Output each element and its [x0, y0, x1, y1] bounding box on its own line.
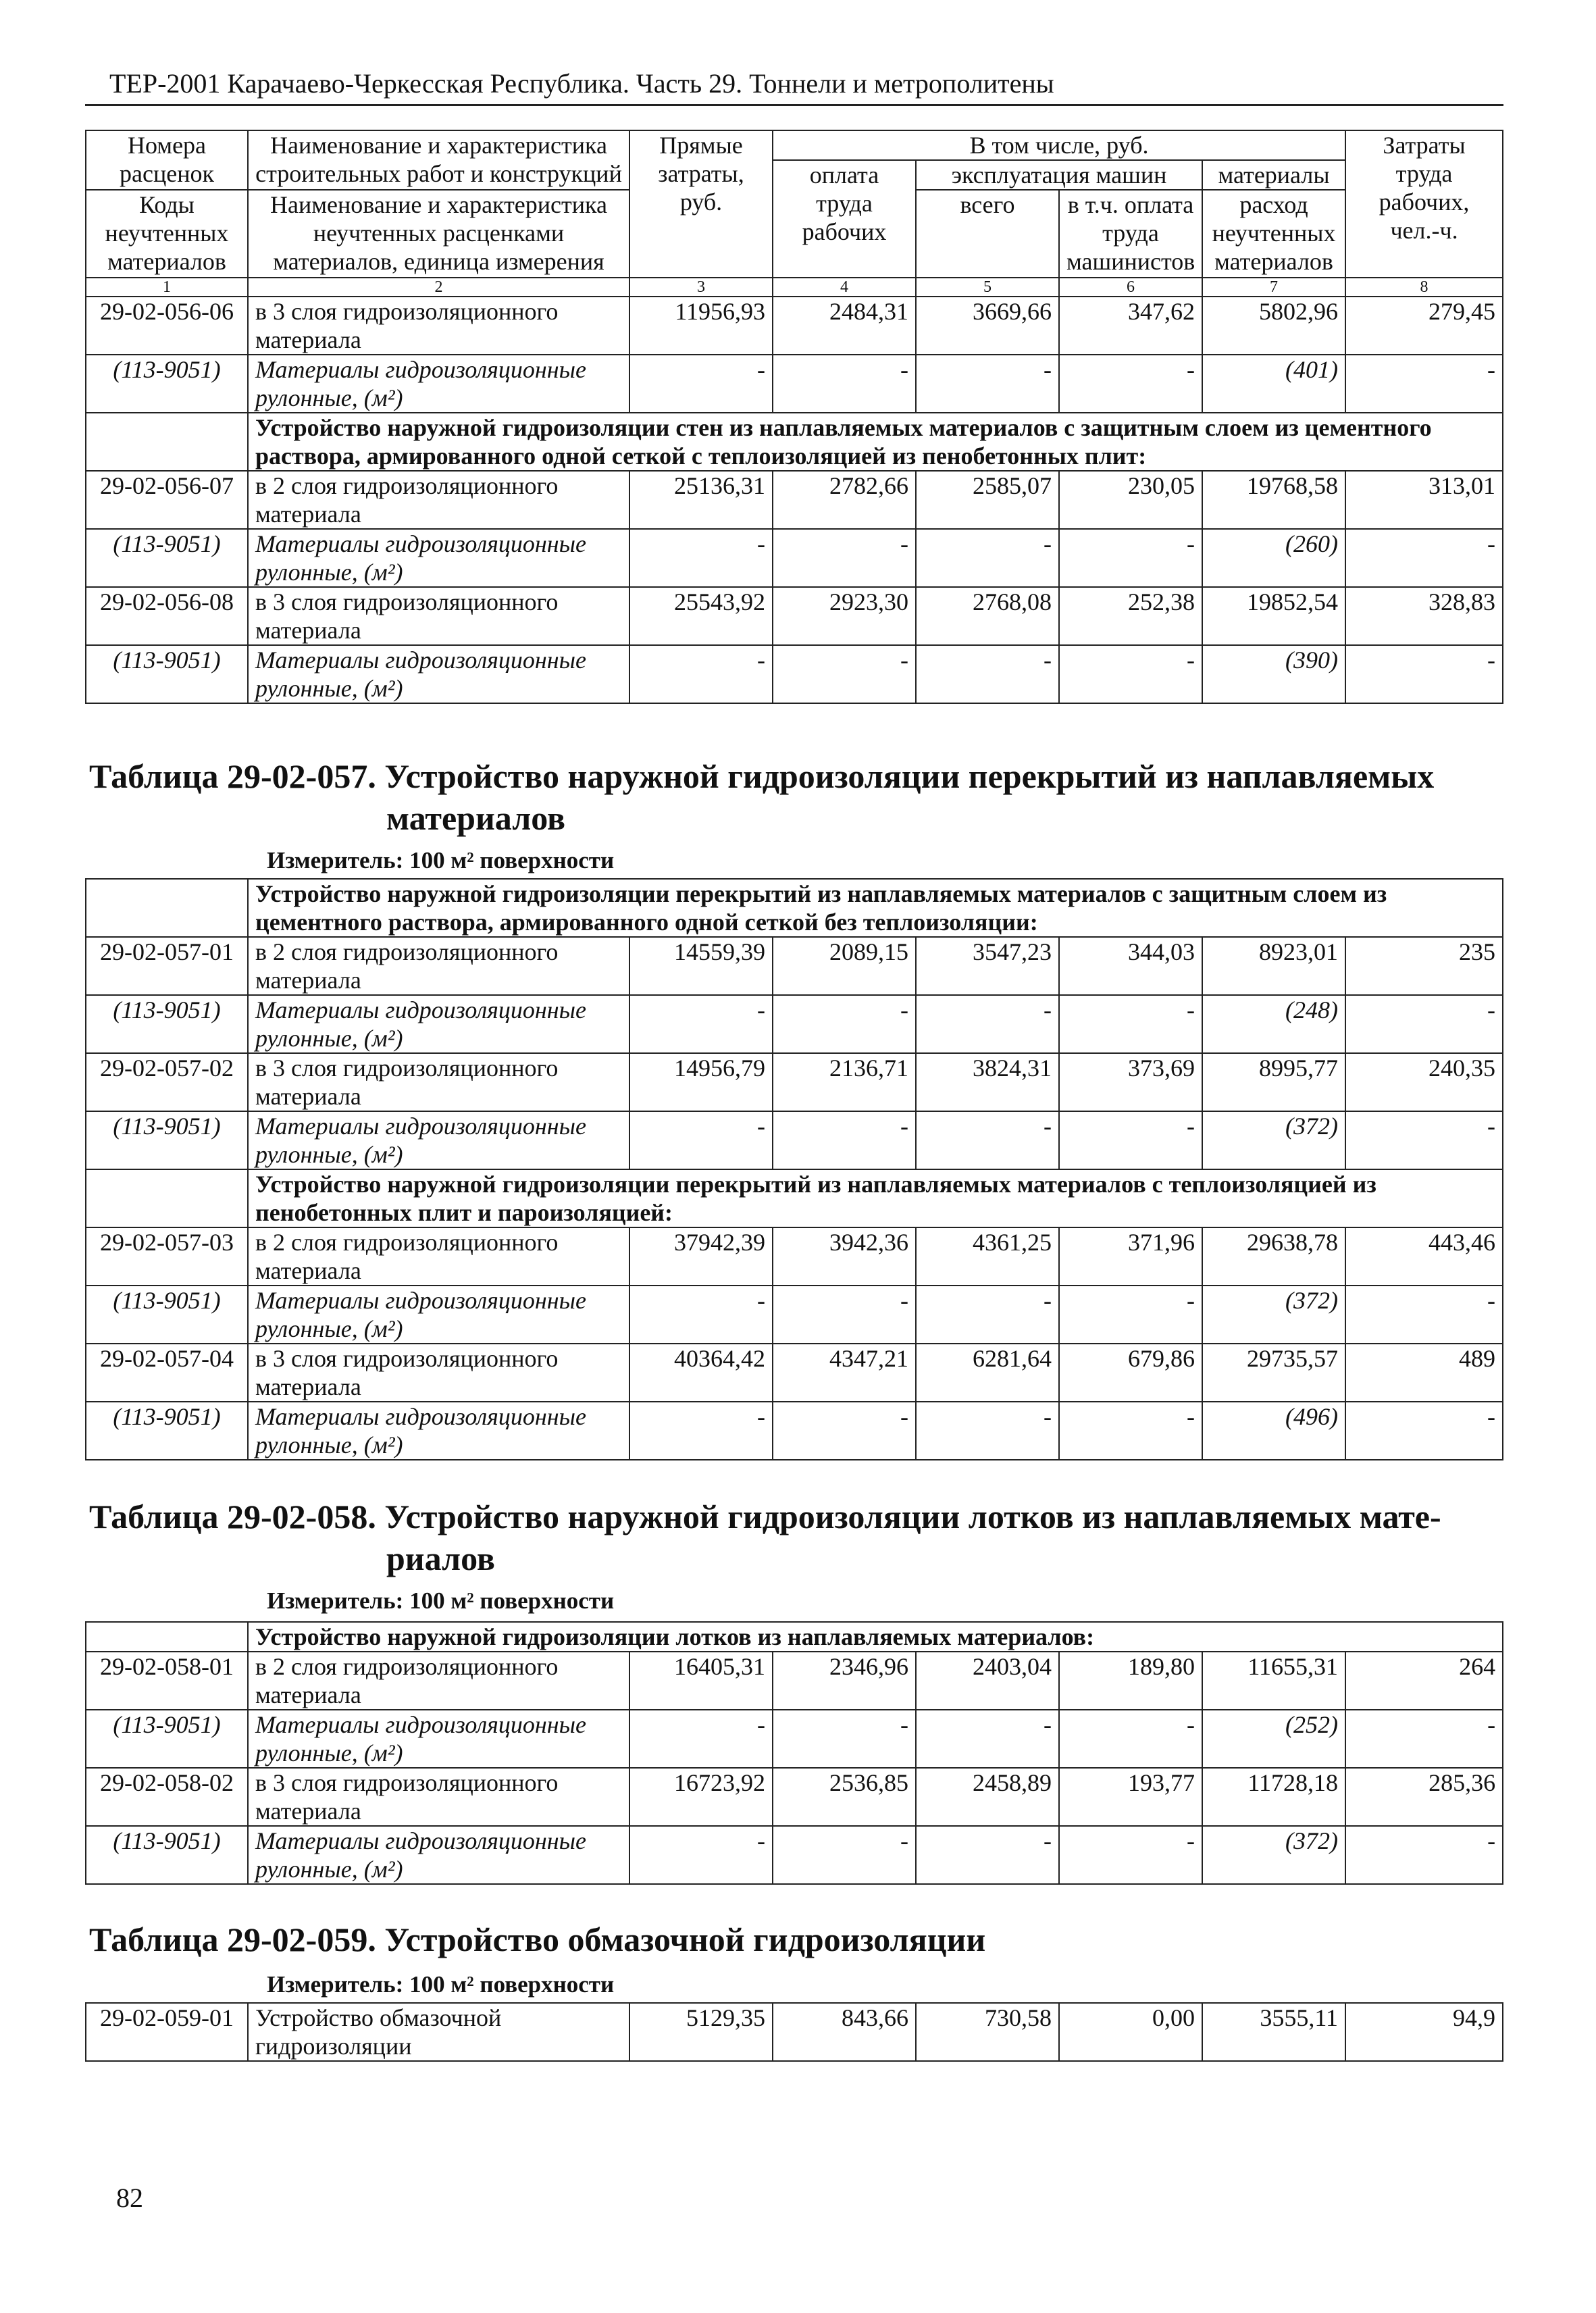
col-index: 5	[916, 278, 1059, 297]
material-code: (113-9051)	[86, 1710, 248, 1768]
material-code: (113-9051)	[86, 1286, 248, 1344]
labor-pay: 2089,15	[773, 937, 916, 995]
section-title-row	[86, 879, 1503, 937]
rate-code: 29-02-058-02	[86, 1768, 248, 1826]
material-row	[86, 1710, 1503, 1768]
dash: -	[773, 995, 916, 1053]
section-title: Устройство наружной гидроизоляции перекрытий из наплавляемых материалов с защитным слоем из цементного раствора, армированного одной сеткой без теплоизоляции:	[248, 879, 1503, 937]
table-row	[86, 1227, 1503, 1286]
dash: -	[1345, 1402, 1503, 1460]
rate-name: в 3 слоя гидроизоляционного материала	[248, 587, 629, 645]
labor-pay: 843,66	[773, 2003, 916, 2061]
labor-hours: 313,01	[1345, 471, 1503, 529]
material-row	[86, 995, 1503, 1053]
measure-unit: Измеритель: 100 м² поверхности	[267, 1971, 615, 1998]
rate-code: 29-02-056-07	[86, 471, 248, 529]
rate-code: 29-02-057-02	[86, 1053, 248, 1111]
dash: -	[916, 1710, 1059, 1768]
dash: -	[916, 1826, 1059, 1884]
material-quantity: (252)	[1202, 1710, 1345, 1768]
rate-code: 29-02-059-01	[86, 2003, 248, 2061]
table-row	[86, 1768, 1503, 1826]
direct-costs: 25136,31	[629, 471, 773, 529]
dash: -	[1059, 1286, 1202, 1344]
dash: -	[916, 1402, 1059, 1460]
dash: -	[916, 995, 1059, 1053]
table-row	[86, 297, 1503, 355]
dash: -	[1345, 995, 1503, 1053]
dash: -	[629, 1286, 773, 1344]
table-29-02-057	[85, 878, 1503, 1460]
material-code: (113-9051)	[86, 529, 248, 587]
col-index: 4	[773, 278, 916, 297]
labor-pay: 2346,96	[773, 1652, 916, 1710]
machines-total: 2403,04	[916, 1652, 1059, 1710]
rate-name: в 2 слоя гидроизоляционного материала	[248, 1652, 629, 1710]
material-name: Материалы гидроизоляционные рулонные, (м²)	[248, 1710, 629, 1768]
table-caption-29-02-057	[89, 755, 1434, 839]
material-name: Материалы гидроизоляционные рулонные, (м²)	[248, 995, 629, 1053]
material-name: Материалы гидроизоляционные рулонные, (м²)	[248, 529, 629, 587]
table-29-02-056	[85, 130, 1503, 704]
materials: 29638,78	[1202, 1227, 1345, 1286]
machines-total: 2458,89	[916, 1768, 1059, 1826]
measure-unit: Измеритель: 100 м² поверхности	[267, 847, 615, 873]
labor-hours: 94,9	[1345, 2003, 1503, 2061]
direct-costs: 14559,39	[629, 937, 773, 995]
labor-hours: 279,45	[1345, 297, 1503, 355]
empty-cell	[86, 1169, 248, 1227]
labor-hours: 240,35	[1345, 1053, 1503, 1111]
materials: 11728,18	[1202, 1768, 1345, 1826]
table-row	[86, 1652, 1503, 1710]
material-name: Материалы гидроизоляционные рулонные, (м²)	[248, 355, 629, 413]
dash: -	[916, 645, 1059, 703]
table-29-02-058	[85, 1621, 1503, 1885]
section-title: Устройство наружной гидроизоляции стен из наплавляемых материалов с защитным слоем из цементного раствора, армированного одной сеткой с теплоизоляцией из пенобетонных плит:	[248, 413, 1503, 471]
dash: -	[629, 355, 773, 413]
material-quantity: (401)	[1202, 355, 1345, 413]
machines-labor: 252,38	[1059, 587, 1202, 645]
material-name: Материалы гидроизоляционные рулонные, (м²)	[248, 645, 629, 703]
dash: -	[1059, 355, 1202, 413]
machines-labor: 230,05	[1059, 471, 1202, 529]
machines-labor: 193,77	[1059, 1768, 1202, 1826]
dash: -	[1345, 529, 1503, 587]
dash: -	[916, 1111, 1059, 1169]
table-title-cont: риалов	[386, 1540, 495, 1577]
material-code: (113-9051)	[86, 355, 248, 413]
direct-costs: 14956,79	[629, 1053, 773, 1111]
section-title-row	[86, 1169, 1503, 1227]
material-name: Материалы гидроизоляционные рулонные, (м²)	[248, 1286, 629, 1344]
dash: -	[629, 1111, 773, 1169]
rate-name: в 2 слоя гидроизоляционного материала	[248, 471, 629, 529]
dash: -	[916, 1286, 1059, 1344]
table-title-cont: материалов	[386, 799, 566, 837]
rate-name: в 2 слоя гидроизоляционного материала	[248, 1227, 629, 1286]
col-header-machines-labor: в т.ч. оплата труда машинистов	[1059, 190, 1202, 278]
dash: -	[1059, 1402, 1202, 1460]
machines-labor: 371,96	[1059, 1227, 1202, 1286]
material-quantity: (372)	[1202, 1111, 1345, 1169]
rate-name: в 2 слоя гидроизоляционного материала	[248, 937, 629, 995]
dash: -	[1059, 995, 1202, 1053]
direct-costs: 37942,39	[629, 1227, 773, 1286]
col-index: 6	[1059, 278, 1202, 297]
table-row	[86, 587, 1503, 645]
dash: -	[773, 1402, 916, 1460]
machines-total: 2768,08	[916, 587, 1059, 645]
dash: -	[773, 1710, 916, 1768]
col-index: 1	[86, 278, 248, 297]
page-number: 82	[116, 2183, 143, 2213]
materials: 19768,58	[1202, 471, 1345, 529]
table-title: Таблица 29-02-057. Устройство наружной гидроизоляции перекрытий из наплавляемых	[89, 757, 1435, 795]
material-code: (113-9051)	[86, 645, 248, 703]
dash: -	[773, 1111, 916, 1169]
table-header	[86, 130, 1503, 297]
material-quantity: (260)	[1202, 529, 1345, 587]
dash: -	[916, 529, 1059, 587]
col-header-machines-total: всего	[916, 190, 1059, 278]
material-quantity: (372)	[1202, 1286, 1345, 1344]
material-code: (113-9051)	[86, 1402, 248, 1460]
col-header-codes: Номера расценок	[86, 130, 248, 190]
direct-costs: 16723,92	[629, 1768, 773, 1826]
header-rule	[85, 104, 1503, 106]
rate-code: 29-02-057-04	[86, 1344, 248, 1402]
direct-costs: 16405,31	[629, 1652, 773, 1710]
dash: -	[629, 1826, 773, 1884]
rate-code: 29-02-056-08	[86, 587, 248, 645]
material-quantity: (372)	[1202, 1826, 1345, 1884]
dash: -	[1345, 645, 1503, 703]
table-row	[86, 2003, 1503, 2061]
machines-labor: 679,86	[1059, 1344, 1202, 1402]
material-row	[86, 1826, 1503, 1884]
machines-labor: 344,03	[1059, 937, 1202, 995]
running-header: ТЕР-2001 Карачаево-Черкесская Республика. Часть 29. Тоннели и метрополитены	[109, 68, 1054, 99]
col-header-machines: эксплуатация машин	[916, 160, 1202, 190]
table-caption-29-02-058	[89, 1496, 1441, 1579]
material-row	[86, 1402, 1503, 1460]
material-code: (113-9051)	[86, 1111, 248, 1169]
rate-name: в 3 слоя гидроизоляционного материала	[248, 1344, 629, 1402]
machines-total: 4361,25	[916, 1227, 1059, 1286]
empty-cell	[86, 879, 248, 937]
dash: -	[1345, 1286, 1503, 1344]
rate-code: 29-02-057-01	[86, 937, 248, 995]
labor-pay: 3942,36	[773, 1227, 916, 1286]
material-name: Материалы гидроизоляционные рулонные, (м²)	[248, 1111, 629, 1169]
rate-name: в 3 слоя гидроизоляционного материала	[248, 297, 629, 355]
col-header-codes-unaccounted: Коды неучтенных материалов	[86, 190, 248, 278]
col-header-name-unaccounted: Наименование и характеристика неучтенных расценками материалов, единица измерения	[248, 190, 629, 278]
material-row	[86, 645, 1503, 703]
dash: -	[1059, 1111, 1202, 1169]
table-row	[86, 937, 1503, 995]
labor-hours: 489	[1345, 1344, 1503, 1402]
dash: -	[1059, 645, 1202, 703]
labor-hours: 235	[1345, 937, 1503, 995]
material-row	[86, 355, 1503, 413]
dash: -	[629, 995, 773, 1053]
material-row	[86, 1286, 1503, 1344]
direct-costs: 5129,35	[629, 2003, 773, 2061]
dash: -	[1059, 1710, 1202, 1768]
col-index: 3	[629, 278, 773, 297]
machines-labor: 347,62	[1059, 297, 1202, 355]
material-quantity: (390)	[1202, 645, 1345, 703]
material-row	[86, 1111, 1503, 1169]
section-title: Устройство наружной гидроизоляции лотков из наплавляемых материалов:	[248, 1622, 1503, 1652]
table-title: Таблица 29-02-059. Устройство обмазочной гидроизоляции	[89, 1921, 986, 1958]
dash: -	[773, 1286, 916, 1344]
labor-pay: 2484,31	[773, 297, 916, 355]
col-header-name: Наименование и характеристика строительных работ и конструкций	[248, 130, 629, 190]
machines-total: 2585,07	[916, 471, 1059, 529]
dash: -	[773, 529, 916, 587]
labor-hours: 443,46	[1345, 1227, 1503, 1286]
machines-total: 3669,66	[916, 297, 1059, 355]
table-29-02-059	[85, 2002, 1503, 2062]
labor-pay: 2136,71	[773, 1053, 916, 1111]
material-name: Материалы гидроизоляционные рулонные, (м²)	[248, 1826, 629, 1884]
col-header-materials: материалы	[1202, 160, 1345, 190]
labor-hours: 264	[1345, 1652, 1503, 1710]
machines-total: 3547,23	[916, 937, 1059, 995]
labor-pay: 2536,85	[773, 1768, 916, 1826]
labor-pay: 2923,30	[773, 587, 916, 645]
col-header-labor: оплата труда рабочих	[773, 160, 916, 278]
col-header-labor-costs: Затраты труда рабочих, чел.-ч.	[1345, 130, 1503, 278]
dash: -	[1059, 1826, 1202, 1884]
materials: 5802,96	[1202, 297, 1345, 355]
dash: -	[773, 355, 916, 413]
rate-code: 29-02-057-03	[86, 1227, 248, 1286]
materials: 19852,54	[1202, 587, 1345, 645]
rate-name: в 3 слоя гидроизоляционного материала	[248, 1053, 629, 1111]
col-header-direct-costs: Прямые затраты, руб.	[629, 130, 773, 278]
measure-unit: Измеритель: 100 м² поверхности	[267, 1587, 615, 1614]
material-code: (113-9051)	[86, 995, 248, 1053]
dash: -	[1345, 1111, 1503, 1169]
empty-cell	[86, 1622, 248, 1652]
machines-labor: 189,80	[1059, 1652, 1202, 1710]
rate-code: 29-02-058-01	[86, 1652, 248, 1710]
material-name: Материалы гидроизоляционные рулонные, (м²)	[248, 1402, 629, 1460]
labor-pay: 2782,66	[773, 471, 916, 529]
section-title-row	[86, 1622, 1503, 1652]
dash: -	[773, 645, 916, 703]
machines-total: 730,58	[916, 2003, 1059, 2061]
dash: -	[916, 355, 1059, 413]
materials: 3555,11	[1202, 2003, 1345, 2061]
direct-costs: 40364,42	[629, 1344, 773, 1402]
machines-labor: 373,69	[1059, 1053, 1202, 1111]
machines-total: 3824,31	[916, 1053, 1059, 1111]
dash: -	[629, 645, 773, 703]
dash: -	[1345, 1710, 1503, 1768]
section-title-row	[86, 413, 1503, 471]
rate-name: Устройство обмазочной гидроизоляции	[248, 2003, 629, 2061]
table-row	[86, 1344, 1503, 1402]
col-header-materials-unaccounted: расход неучтенных материалов	[1202, 190, 1345, 278]
labor-hours: 285,36	[1345, 1768, 1503, 1826]
section-title: Устройство наружной гидроизоляции перекрытий из наплавляемых материалов с теплоизоляцией из пенобетонных плит и пароизоляцией:	[248, 1169, 1503, 1227]
dash: -	[1345, 355, 1503, 413]
labor-hours: 328,83	[1345, 587, 1503, 645]
col-header-incl: В том числе, руб.	[773, 130, 1345, 160]
table-row	[86, 1053, 1503, 1111]
direct-costs: 11956,93	[629, 297, 773, 355]
table-row	[86, 471, 1503, 529]
materials: 8995,77	[1202, 1053, 1345, 1111]
material-quantity: (496)	[1202, 1402, 1345, 1460]
col-index: 7	[1202, 278, 1345, 297]
dash: -	[1059, 529, 1202, 587]
table-title: Таблица 29-02-058. Устройство наружной гидроизоляции лотков из наплавляемых мате-	[89, 1498, 1441, 1535]
material-code: (113-9051)	[86, 1826, 248, 1884]
table-caption-29-02-059	[89, 1918, 985, 1960]
rate-name: в 3 слоя гидроизоляционного материала	[248, 1768, 629, 1826]
dash: -	[1345, 1826, 1503, 1884]
rate-code: 29-02-056-06	[86, 297, 248, 355]
materials: 11655,31	[1202, 1652, 1345, 1710]
col-index: 8	[1345, 278, 1503, 297]
materials: 8923,01	[1202, 937, 1345, 995]
dash: -	[629, 1402, 773, 1460]
col-index: 2	[248, 278, 629, 297]
dash: -	[773, 1826, 916, 1884]
material-quantity: (248)	[1202, 995, 1345, 1053]
direct-costs: 25543,92	[629, 587, 773, 645]
materials: 29735,57	[1202, 1344, 1345, 1402]
empty-cell	[86, 413, 248, 471]
table-body	[86, 297, 1503, 703]
dash: -	[629, 1710, 773, 1768]
dash: -	[629, 529, 773, 587]
machines-total: 6281,64	[916, 1344, 1059, 1402]
material-row	[86, 529, 1503, 587]
machines-labor: 0,00	[1059, 2003, 1202, 2061]
labor-pay: 4347,21	[773, 1344, 916, 1402]
